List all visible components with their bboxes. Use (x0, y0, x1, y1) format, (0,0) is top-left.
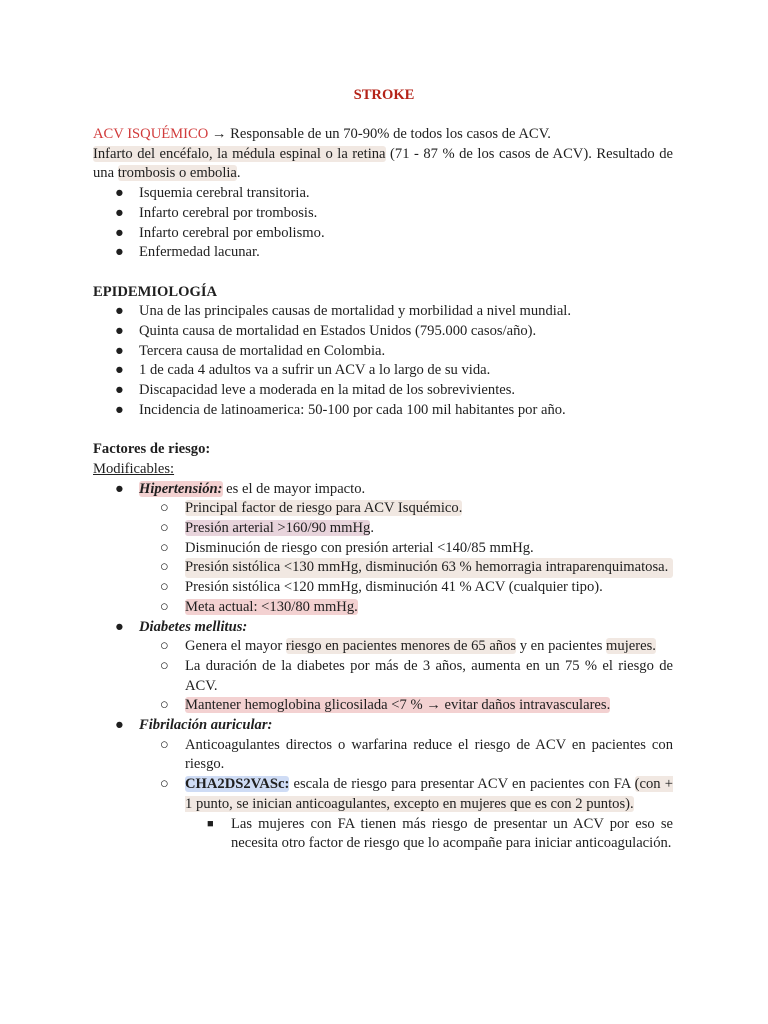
list-item-text: Meta actual: <130/80 mmHg. (185, 598, 358, 615)
circle-bullet-icon: ○ (160, 638, 169, 655)
spacer (93, 263, 673, 283)
bullet-icon: ● (115, 480, 124, 497)
list-item (93, 204, 673, 224)
circle-bullet-icon: ○ (160, 657, 169, 674)
list-item-text: escala de riesgo para presentar ACV en pacientes con FA (289, 776, 635, 793)
bullet-icon: ● (115, 401, 124, 418)
list-item (93, 184, 673, 204)
list-item-text: Genera el mayor (185, 638, 286, 655)
hypertension-text: es el de mayor impacto. (222, 480, 366, 497)
atrial-fibrillation-item (93, 716, 673, 736)
acv-types-list (93, 184, 673, 263)
acv-definition (93, 145, 673, 184)
list-item (93, 736, 673, 775)
spacer (93, 421, 673, 441)
list-item (93, 578, 673, 598)
acv-label: ACV ISQUÉMICO (93, 126, 209, 142)
list-item-text: Las mujeres con FA tienen más riesgo de presentar un ACV por eso se necesita otro factor de riesgo que lo acompañe para iniciar anticoagulación. (231, 815, 673, 852)
list-item (93, 499, 673, 519)
bullet-icon: ● (115, 224, 124, 241)
bullet-icon: ● (115, 185, 124, 202)
list-item (93, 519, 673, 539)
list-item-text: Presión sistólica <120 mmHg, disminución 41 % ACV (cualquier tipo). (185, 579, 603, 596)
list-item-period: . (370, 520, 375, 537)
acv-cause-end: . (236, 165, 241, 182)
hypertension-label: Hipertensión: (139, 480, 223, 497)
circle-bullet-icon: ○ (160, 539, 169, 556)
circle-bullet-icon: ○ (160, 579, 169, 596)
risk-factors-heading: Factores de riesgo: (93, 441, 211, 458)
list-item (93, 657, 673, 696)
circle-bullet-icon: ○ (160, 736, 169, 753)
atrial-fibrillation-label: Fibrilación auricular: (139, 717, 273, 734)
list-item-text: Infarto cerebral por trombosis. (139, 204, 318, 221)
bullet-icon: ● (115, 618, 124, 635)
circle-bullet-icon: ○ (160, 697, 169, 714)
list-item-text: Presión arterial >160/90 mmHg (185, 520, 371, 537)
acv-intro-line (93, 125, 673, 145)
cha2ds2vasc-label: CHA2DS2VASc: (185, 776, 290, 793)
list-item-text: Quinta causa de mortalidad en Estados Unidos (795.000 casos/año). (139, 323, 537, 340)
acv-definition-rest: (71 - 87 % de los casos de ACV). Resultado de una (93, 145, 674, 182)
list-item (93, 558, 673, 578)
list-item-text: Enfermedad lacunar. (139, 244, 260, 261)
document-content (93, 125, 673, 854)
list-item (93, 361, 673, 381)
modifiable-subheading: Modificables: (93, 460, 175, 477)
circle-bullet-icon: ○ (160, 598, 169, 615)
square-bullet-icon: ■ (207, 817, 214, 830)
bullet-icon: ● (115, 342, 124, 359)
list-item-text: Discapacidad leve a moderada en la mitad de los sobrevivientes. (139, 382, 516, 399)
diabetes-label: Diabetes mellitus: (139, 618, 248, 635)
risk-factors-list (93, 480, 673, 854)
bullet-icon: ● (115, 382, 124, 399)
list-item-text: Presión sistólica <130 mmHg, disminución 63 % hemorragia intraparenquimatosa. (185, 558, 673, 578)
circle-bullet-icon: ○ (160, 520, 169, 537)
list-item-text: Tercera causa de mortalidad en Colombia. (139, 342, 386, 359)
bullet-icon: ● (115, 717, 124, 734)
list-item (93, 381, 673, 401)
bullet-icon: ● (115, 244, 124, 261)
circle-bullet-icon: ○ (160, 559, 169, 576)
acv-definition-highlight: Infarto del encéfalo, la médula espinal o la retina (93, 145, 386, 162)
list-item (93, 401, 673, 421)
list-item (93, 598, 673, 618)
list-item-highlight: mujeres. (606, 638, 656, 655)
list-item-text: Una de las principales causas de mortalidad y morbilidad a nivel mundial. (139, 303, 572, 320)
list-item (93, 815, 673, 854)
list-item (93, 302, 673, 322)
list-item-text: Principal factor de riesgo para ACV Isquémico. (185, 500, 463, 517)
bullet-icon: ● (115, 303, 124, 320)
list-item-text: Incidencia de latinoamerica: 50-100 por cada 100 mil habitantes por año. (139, 401, 566, 418)
list-item-text: Isquemia cerebral transitoria. (139, 185, 310, 202)
bullet-icon: ● (115, 323, 124, 340)
hypertension-item (93, 480, 673, 500)
list-item-highlight: (con + 1 punto, se inician anticoagulantes, excepto en mujeres que es con 2 puntos). (185, 776, 673, 812)
list-item (93, 243, 673, 263)
acv-cause-highlight: trombosis o embolia (117, 165, 237, 182)
acv-arrow-text: → Responsable de un 70-90% de todos los casos de ACV. (208, 126, 551, 142)
page-title: STROKE (353, 87, 415, 103)
list-item (93, 322, 673, 342)
list-item-text: y en pacientes (516, 638, 607, 655)
list-item (93, 637, 673, 657)
list-item-highlight: riesgo en pacientes menores de 65 años (285, 638, 517, 655)
list-item (93, 539, 673, 559)
circle-bullet-icon: ○ (160, 500, 169, 517)
list-item-text: Anticoagulantes directos o warfarina reduce el riesgo de ACV en pacientes con riesgo. (185, 736, 673, 773)
list-item-text: Disminución de riesgo con presión arterial <140/85 mmHg. (185, 539, 534, 556)
list-item-text: La duración de la diabetes por más de 3 años, aumenta en un 75 % el riesgo de ACV. (185, 657, 673, 694)
list-item-text: 1 de cada 4 adultos va a sufrir un ACV a lo largo de su vida. (139, 362, 491, 379)
bullet-icon: ● (115, 362, 124, 379)
diabetes-item (93, 618, 673, 638)
list-item-text: Mantener hemoglobina glicosilada <7 % → evitar daños intravasculares. (185, 697, 611, 714)
epidemiology-list (93, 302, 673, 420)
list-item (93, 775, 673, 814)
list-item (93, 224, 673, 244)
list-item-text: Infarto cerebral por embolismo. (139, 224, 325, 241)
list-item (93, 342, 673, 362)
list-item (93, 696, 673, 716)
epidemiology-heading: EPIDEMIOLOGÍA (93, 283, 218, 300)
circle-bullet-icon: ○ (160, 776, 169, 793)
bullet-icon: ● (115, 204, 124, 221)
